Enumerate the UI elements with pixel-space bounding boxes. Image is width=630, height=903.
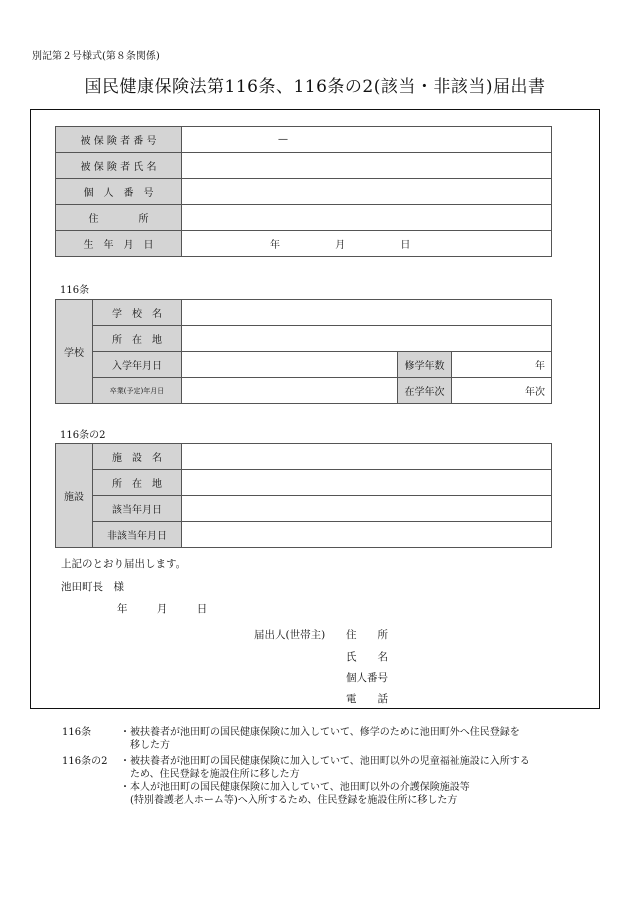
facility-name-field[interactable] <box>182 444 552 470</box>
grade-label: 在学年次 <box>398 378 452 404</box>
nonapplicable-date-field[interactable] <box>182 522 552 548</box>
birth-month-unit: 月 <box>335 240 346 251</box>
submission-day-unit: 日 <box>196 603 208 615</box>
birth-year-unit: 年 <box>270 240 280 251</box>
entry-date-field[interactable] <box>182 352 398 378</box>
note-116-2-head: 116条の2 <box>62 756 108 767</box>
personal-number-label: 個 人 番 号 <box>56 179 182 205</box>
page-title: 国民健康保険法第116条、116条の2(該当・非該当)届出書 <box>84 77 546 97</box>
insured-name-field[interactable] <box>182 153 552 179</box>
birth-day-unit: 日 <box>400 240 411 251</box>
study-years-label: 修学年数 <box>398 352 452 378</box>
form-number-label: 別記第２号様式(第８条関係) <box>32 51 160 62</box>
declaration-text: 上記のとおり届出します。 <box>61 558 187 570</box>
applicant-label: 届出人(世帯主) <box>254 629 326 641</box>
applicable-date-field[interactable] <box>182 496 552 522</box>
entry-date-label: 入学年月日 <box>93 352 182 378</box>
note-116-2-body <box>120 755 530 807</box>
school-name-field[interactable] <box>182 300 552 326</box>
facility-location-field[interactable] <box>182 470 552 496</box>
insured-number-label: 被 保 険 者 番 号 <box>56 127 182 153</box>
insured-number-field[interactable] <box>182 127 552 153</box>
note-line: ため、住民登録を施設住所に移した方 <box>120 769 300 780</box>
school-location-label: 所 在 地 <box>93 326 182 352</box>
school-name-label: 学 校 名 <box>93 300 182 326</box>
note-116-body <box>120 726 520 752</box>
school-table <box>55 299 552 404</box>
note-116-head: 116条 <box>62 727 92 738</box>
study-years-field[interactable] <box>452 352 552 378</box>
applicable-date-label: 該当年月日 <box>93 496 182 522</box>
nonapplicable-date-label: 非該当年月日 <box>93 522 182 548</box>
addressee: 池田町長 様 <box>61 581 124 593</box>
section-116-2-title: 116条の2 <box>60 430 106 441</box>
facility-group-label: 施設 <box>56 444 93 548</box>
insured-number-value: — <box>278 134 288 145</box>
address-label: 住 所 <box>56 205 182 231</box>
school-location-field[interactable] <box>182 326 552 352</box>
note-line: 移した方 <box>120 740 170 751</box>
note-line: ・被扶養者が池田町の国民健康保険に加入していて、池田町以外の児童福祉施設に入所する <box>120 756 530 767</box>
note-line: (特別養護老人ホーム等)へ入所するため、住民登録を施設住所に移した方 <box>120 795 458 806</box>
section-116-title: 116条 <box>60 285 90 296</box>
note-line: ・被扶養者が池田町の国民健康保険に加入していて、修学のために池田町外へ住民登録を <box>120 727 520 738</box>
note-line: ・本人が池田町の国民健康保険に加入していて、池田町以外の介護保険施設等 <box>120 782 470 793</box>
submission-date[interactable] <box>117 601 207 616</box>
school-group-label: 学校 <box>56 300 93 404</box>
address-field[interactable] <box>182 205 552 231</box>
study-years-unit: 年 <box>535 361 546 372</box>
insured-table <box>55 126 552 257</box>
applicant-address-label: 住 所 <box>346 629 388 641</box>
personal-number-field[interactable] <box>182 179 552 205</box>
applicant-phone-label: 電 話 <box>346 693 388 705</box>
graduation-date-label: 卒業(予定)年月日 <box>93 378 182 404</box>
insured-name-label: 被 保 険 者 氏 名 <box>56 153 182 179</box>
submission-month-unit: 月 <box>156 603 168 615</box>
facility-location-label: 所 在 地 <box>93 470 182 496</box>
facility-table <box>55 443 552 548</box>
facility-name-label: 施 設 名 <box>93 444 182 470</box>
graduation-date-field[interactable] <box>182 378 398 404</box>
birth-date-label: 生 年 月 日 <box>56 231 182 257</box>
submission-year-unit: 年 <box>117 603 128 615</box>
grade-unit: 年次 <box>525 387 546 398</box>
grade-field[interactable] <box>452 378 552 404</box>
applicant-personal-number-label: 個人番号 <box>346 672 388 684</box>
applicant-name-label: 氏 名 <box>346 651 388 663</box>
birth-date-field[interactable] <box>182 231 552 257</box>
